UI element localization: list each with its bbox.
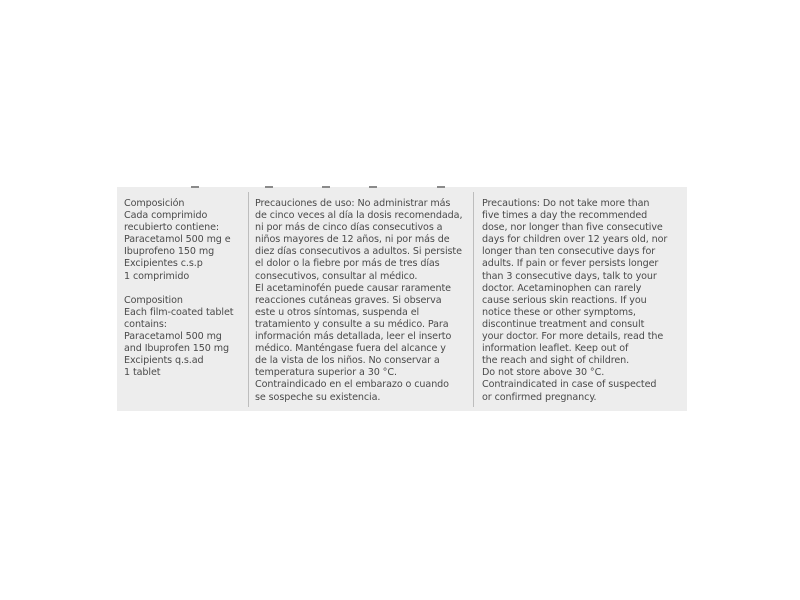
precautions-en-line: adults. If pain or fever persists longer xyxy=(482,258,659,270)
composition-es-line: Excipientes c.s.p xyxy=(124,258,203,270)
composition-en-body xyxy=(124,307,246,380)
precautions-es-line: de cinco veces al día la dosis recomendada, xyxy=(255,210,463,222)
top-edge-mark xyxy=(437,186,445,188)
precautions-es-first-line-text: No administrar más xyxy=(354,198,451,209)
precautions-en-line: discontinue treatment and consult xyxy=(482,318,645,330)
precautions-en-line: notice these or other symptoms, xyxy=(482,306,636,318)
precautions-en-line: than 3 consecutive days, talk to your xyxy=(482,270,657,282)
precautions-es-line: ni por más de cinco días consecutivos a xyxy=(255,222,443,234)
composition-es-line: recubierto contiene: xyxy=(124,222,220,234)
precautions-en-line: information leaflet. Keep out of xyxy=(482,343,629,355)
precautions-es-line: se sospeche su existencia. xyxy=(255,391,381,403)
precautions-en-line: Do not store above 30 °C. xyxy=(482,367,605,379)
precautions-en-line: dose, nor longer than five consecutive xyxy=(482,222,663,234)
composition-en-line: and Ibuprofen 150 mg xyxy=(124,343,229,355)
precautions-es-first-line xyxy=(255,198,467,210)
composition-en-line: 1 tablet xyxy=(124,367,161,379)
composition-en-line: Paracetamol 500 mg xyxy=(124,330,222,342)
precautions-en-line: days for children over 12 years old, nor xyxy=(482,234,668,246)
precautions-en-line: doctor. Acetaminophen can rarely xyxy=(482,282,642,294)
composition-es-line: Cada comprimido xyxy=(124,210,208,222)
precautions-en-line: the reach and sight of children. xyxy=(482,355,630,367)
top-edge-mark xyxy=(191,186,199,188)
column-divider xyxy=(473,192,474,407)
precautions-es-line: niños mayores de 12 años, ni por más de xyxy=(255,234,450,246)
top-edge-mark xyxy=(369,186,377,188)
column-divider xyxy=(248,192,249,407)
composition-es-heading: Composición xyxy=(124,198,185,209)
precautions-es-line: El acetaminofén puede causar raramente xyxy=(255,282,451,294)
precautions-en-line: longer than ten consecutive days for xyxy=(482,246,656,258)
precautions-es-line: diez días consecutivos a adultos. Si persiste xyxy=(255,246,462,258)
precautions-en-heading: Precautions: xyxy=(482,198,540,209)
precautions-es-column xyxy=(255,198,467,404)
precautions-en-line: or confirmed pregnancy. xyxy=(482,391,597,403)
precautions-en-line: your doctor. For more details, read the xyxy=(482,331,664,343)
composition-es-line: 1 comprimido xyxy=(124,270,190,282)
composition-column xyxy=(124,198,246,379)
precautions-es-heading: Precauciones de uso: xyxy=(255,198,355,209)
precautions-en-column xyxy=(482,198,682,404)
precautions-es-line: de la vista de los niños. No conservar a xyxy=(255,355,440,367)
precautions-en-line: cause serious skin reactions. If you xyxy=(482,294,647,306)
precautions-es-line: temperatura superior a 30 °C. xyxy=(255,367,397,379)
precautions-es-line: tratamiento y consulte a su médico. Para xyxy=(255,318,449,330)
precautions-en-line: five times a day the recommended xyxy=(482,210,648,222)
top-edge-mark xyxy=(265,186,273,188)
composition-es-line: Paracetamol 500 mg e xyxy=(124,234,231,246)
composition-en-heading: Composition xyxy=(124,294,183,306)
precautions-en-line: Contraindicated in case of suspected xyxy=(482,379,657,391)
precautions-es-line: consecutivos, consultar al médico. xyxy=(255,270,418,282)
precautions-es-line: reacciones cutáneas graves. Si observa xyxy=(255,294,442,306)
section-spacer xyxy=(124,283,246,295)
composition-es-line: Ibuprofeno 150 mg xyxy=(124,246,215,258)
top-edge-mark xyxy=(322,186,330,188)
composition-en-line: Excipients q.s.ad xyxy=(124,355,204,367)
composition-en-line: Each film-coated tablet xyxy=(124,306,234,318)
precautions-es-line: este u otros síntomas, suspenda el xyxy=(255,306,420,318)
composition-en-line: contains: xyxy=(124,318,167,330)
precautions-es-line: Contraindicado en el embarazo o cuando xyxy=(255,379,449,391)
composition-es-body xyxy=(124,210,246,283)
precautions-es-line: el dolor o la fiebre por más de tres días xyxy=(255,258,440,270)
precautions-en-first-line xyxy=(482,198,682,210)
precautions-es-line: información más detallada, leer el inserto xyxy=(255,331,452,343)
precautions-es-line: médico. Manténgase fuera del alcance y xyxy=(255,343,446,355)
precautions-en-first-line-text: Do not take more than xyxy=(539,198,650,209)
